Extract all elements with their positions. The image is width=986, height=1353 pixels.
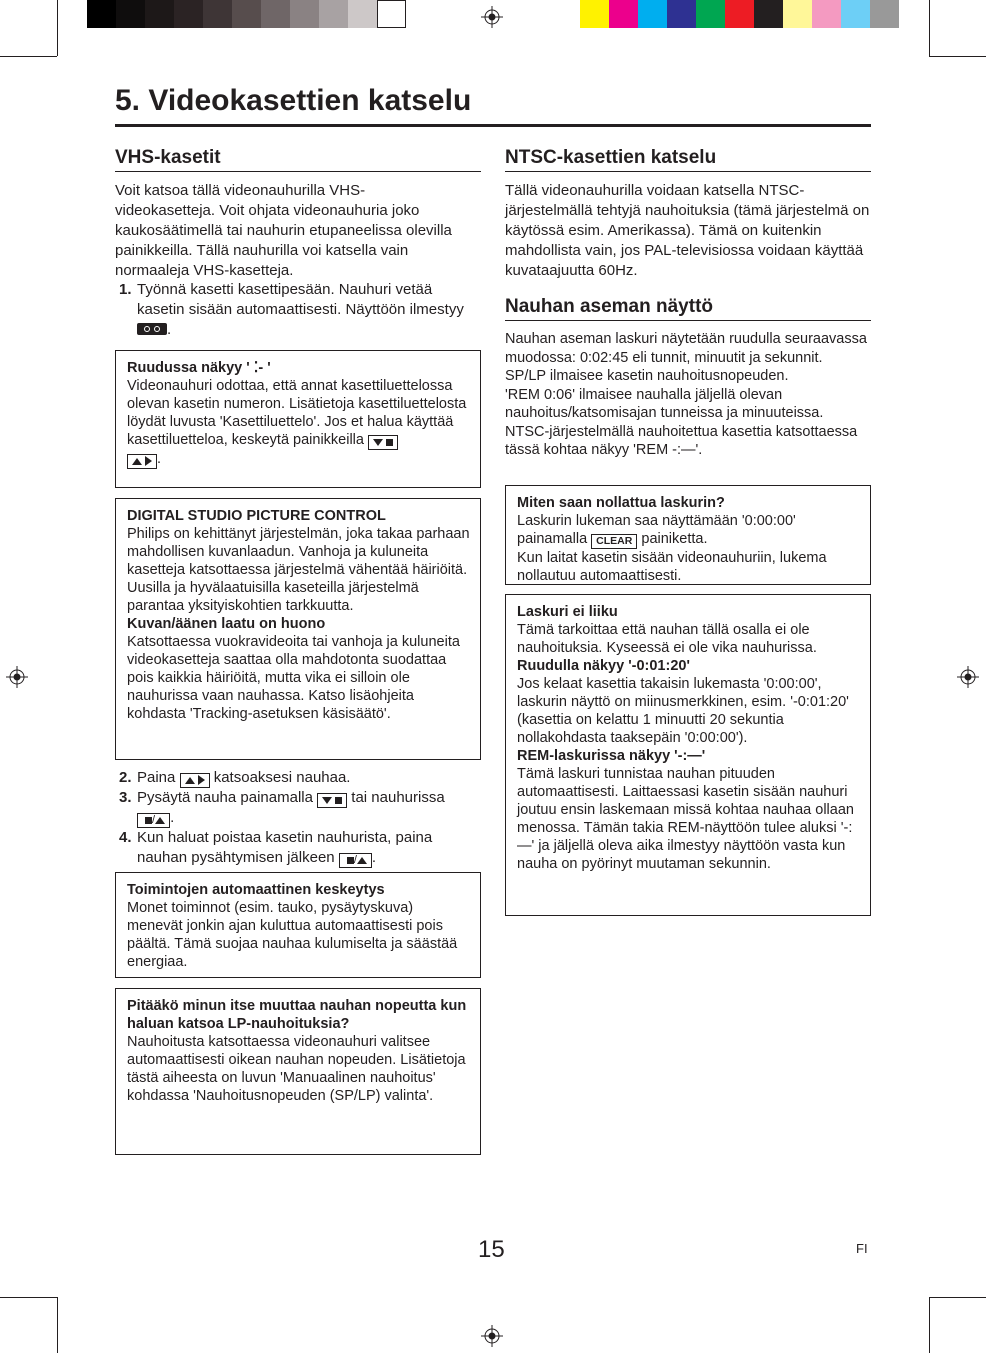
calibration-swatch bbox=[754, 0, 783, 28]
step-number: 2. bbox=[119, 769, 132, 786]
crop-mark bbox=[929, 0, 930, 56]
step-text: Työnnä kasetti kasettipesään. Nauhuri vetää kasetin sisään automaattisesti. Näyttöön ilmestyy bbox=[137, 281, 464, 318]
language-code: FI bbox=[856, 1241, 868, 1256]
box-subheading: Ruudulla näkyy '-0:01:20' bbox=[517, 658, 690, 674]
box-text: Jos kelaat kasettia takaisin lukemasta '0:00:00', laskurin näyttö on miinusmerkkinen, esim. '-0:01:20' (kasettia on kelattu 1 minuutti 20 sekuntia nollakohdasta taaksepäin '0:00:00'). bbox=[517, 676, 849, 746]
up-icon bbox=[185, 777, 195, 784]
registration-mark-icon bbox=[6, 666, 28, 688]
info-box-lp-speed bbox=[115, 988, 481, 1155]
list-item: 3. Pysäytä nauha painamalla tai nauhurissa / . bbox=[119, 789, 445, 826]
cassette-icon bbox=[137, 323, 167, 335]
registration-mark-icon bbox=[481, 6, 503, 28]
step-number: 3. bbox=[119, 789, 132, 806]
list-item: 1. Työnnä kasetti kasettipesään. Nauhuri vetää kasetin sisään automaattisesti. Näyttöön ilmestyy . bbox=[119, 281, 464, 338]
crop-mark bbox=[57, 1297, 58, 1353]
box-heading: DIGITAL STUDIO PICTURE CONTROL bbox=[127, 508, 386, 524]
registration-mark-icon bbox=[481, 1325, 503, 1347]
paragraph: 'REM 0:06' ilmaisee nauhalla jäljellä olevan nauhoitus/katsomisajan tunneissa ja minuuteissa. bbox=[505, 386, 824, 421]
box-text: painiketta. bbox=[641, 531, 708, 547]
stop-icon bbox=[335, 797, 342, 804]
calibration-swatch bbox=[145, 0, 174, 28]
vhs-step-list-2 bbox=[115, 768, 475, 868]
clear-button[interactable]: CLEAR bbox=[591, 534, 637, 549]
calibration-swatch bbox=[377, 0, 406, 28]
info-box-auto-stop bbox=[115, 872, 481, 978]
section-rule bbox=[505, 320, 871, 321]
up-icon bbox=[132, 458, 142, 465]
paragraph: NTSC-järjestelmällä nauhoitettua kasettia katsottaessa tässä kohtaa näkyy 'REM -:—'. bbox=[505, 423, 858, 458]
calibration-swatch bbox=[116, 0, 145, 28]
stop-icon bbox=[145, 817, 152, 824]
vhs-step-list-1 bbox=[115, 280, 475, 340]
calibration-swatch bbox=[290, 0, 319, 28]
info-box-dspc bbox=[115, 498, 481, 760]
box-text: Katsottaessa vuokravideoita tai vanhoja ja kuluneita videokasetteja saattaa olla mahdotonta suodattaa pois kaikkia häiriöitä, mutta vika ei silloin ole nauhurissa vaan nauhassa. Katso lisäohjeita kohdasta 'Tracking-asetuksen käsisäätö'. bbox=[127, 634, 460, 722]
box-heading: Miten saan nollattua laskurin? bbox=[517, 495, 725, 511]
stop-icon bbox=[347, 857, 354, 864]
calibration-swatch bbox=[87, 0, 116, 28]
step-text: katsoaksesi nauhaa. bbox=[213, 769, 351, 786]
calibration-swatch bbox=[261, 0, 290, 28]
section-heading-tape-position: Nauhan aseman näyttö bbox=[505, 296, 713, 317]
page-title: 5. Videokasettien katselu bbox=[115, 84, 472, 117]
eject-icon bbox=[357, 857, 367, 864]
calibration-swatch bbox=[348, 0, 377, 28]
box-heading: Ruudussa näkyy ' ⁚- ' bbox=[127, 360, 271, 376]
section-heading-ntsc: NTSC-kasettien katselu bbox=[505, 147, 717, 168]
play-icon bbox=[145, 456, 152, 466]
paragraph: Nauhan aseman laskuri näytetään ruudulla seuraavassa muodossa: 0:02:45 eli tunnit, minuutit ja sekunnit. bbox=[505, 331, 867, 366]
play-icon bbox=[198, 775, 205, 785]
calibration-swatch bbox=[232, 0, 261, 28]
calibration-swatch bbox=[725, 0, 754, 28]
box-text: Monet toiminnot (esim. tauko, pysäytyskuva) menevät jonkin ajan kuluttua automaattisesti pois päältä. Tämä suojaa nauhaa kulumiselta ja säästää energiaa. bbox=[127, 900, 458, 970]
calibration-swatch bbox=[580, 0, 609, 28]
stop-icon bbox=[386, 439, 393, 446]
calibration-swatch bbox=[812, 0, 841, 28]
box-subheading: Kuvan/äänen laatu on huono bbox=[127, 616, 326, 632]
box-text: Philips on kehittänyt järjestelmän, joka takaa parhaan mahdollisen kuvanlaadun. Vanhoja ja kuluneita kasetteja katsottaessa järjestelmä vähentää häiriöitä. Uusilla ja hyvälaatuisilla kaseteilla järjestelmä parantaa yksityiskohtien tarkkuutta. bbox=[127, 526, 470, 614]
calibration-swatch bbox=[609, 0, 638, 28]
box-heading: Laskuri ei liiku bbox=[517, 604, 618, 620]
calibration-swatch bbox=[203, 0, 232, 28]
list-item bbox=[115, 768, 475, 788]
title-rule bbox=[115, 124, 871, 127]
crop-mark bbox=[57, 0, 58, 56]
stop-eject-button[interactable]: / bbox=[137, 813, 170, 828]
box-text: Videonauhuri odottaa, että annat kasettiluettelossa olevan kasetin numeron. Lisätietoja kasettiluettelosta löydät luvusta 'Kasettiluettelo'. Jos et halua käyttää kasettiluetteloa, keskeytä painikkeilla bbox=[127, 378, 467, 448]
stop-eject-button[interactable]: / bbox=[339, 853, 372, 868]
paragraph: SP/LP ilmaisee kasetin nauhoitusnopeuden. bbox=[505, 368, 789, 384]
box-text: Kun laitat kasetin sisään videonauhuriin, lukema nollautuu automaattisesti. bbox=[517, 550, 827, 584]
box-heading: Toimintojen automaattinen keskeytys bbox=[127, 882, 385, 898]
eject-icon bbox=[155, 817, 165, 824]
info-box-counter-not-moving bbox=[505, 594, 871, 916]
step-text: Kun haluat poistaa kasetin nauhurista, paina nauhan pysähtymisen jälkeen bbox=[137, 829, 433, 866]
info-box-reset-counter bbox=[505, 485, 871, 585]
list-item: 4. Kun haluat poistaa kasetin nauhurista, paina nauhan pysähtymisen jälkeen / . bbox=[119, 829, 433, 866]
play-up-button[interactable] bbox=[180, 773, 210, 788]
stop-down-button[interactable] bbox=[317, 793, 347, 808]
calibration-swatch bbox=[638, 0, 667, 28]
section-rule bbox=[115, 171, 481, 172]
crop-mark bbox=[929, 1297, 930, 1353]
step-text: Pysäytä nauha painamalla bbox=[137, 789, 313, 806]
down-icon bbox=[373, 439, 383, 446]
box-subheading: REM-laskurissa näkyy '-:—' bbox=[517, 748, 706, 764]
calibration-swatch bbox=[696, 0, 725, 28]
box-text: Tämä laskuri tunnistaa nauhan pituuden automaattisesti. Laittaessasi kasetin sisään nauhuri joutuu ensin laskemaan missä kohtaa nauhaa ollaan menossa. Tämän takia REM-näyttöön tulee aluksi '-:—' ja jäljellä oleva aika ilmestyy näyttöön vasta kun nauha on pyörinyt muutaman sekunnin. bbox=[517, 766, 854, 872]
vhs-intro: Voit katsoa tällä videonauhurilla VHS-videokasetteja. Voit ohjata videonauhuria joko kaukosäätimellä tai nauhurin etupaneelissa olevilla painikkeilla. Tällä nauhurilla voi katsella vain normaaleja VHS-kasetteja. bbox=[115, 182, 452, 279]
crop-mark bbox=[929, 1297, 986, 1298]
stop-down-button[interactable] bbox=[368, 435, 398, 450]
step-number: 4. bbox=[119, 829, 132, 846]
calibration-swatch bbox=[667, 0, 696, 28]
box-text: Nauhoitusta katsottaessa videonauhuri valitsee automaattisesti oikean nauhan nopeuden. Lisätietoja tästä aiheesta on luvun 'Manuaalinen nauhoitus' kohdassa 'Nauhoitusnopeuden (SP/LP) valinta'. bbox=[127, 1034, 466, 1104]
section-heading-vhs: VHS-kasetit bbox=[115, 147, 221, 168]
play-up-button[interactable] bbox=[127, 454, 157, 469]
calibration-swatch bbox=[174, 0, 203, 28]
calibration-swatch bbox=[783, 0, 812, 28]
info-box-cassette-list: Ruudussa näkyy ' ⁚- ' Videonauhuri odottaa, että annat kasettiluettelossa olevan kasetin numeron. Lisätietoja kasettiluettelosta löydät luvusta 'Kasettiluettelo'. Jos et halua käyttää kasettiluetteloa, keskeytä painikkeilla . bbox=[115, 350, 481, 488]
section-rule bbox=[505, 171, 871, 172]
calibration-swatch bbox=[841, 0, 870, 28]
crop-mark bbox=[929, 56, 986, 57]
crop-mark bbox=[0, 1297, 57, 1298]
step-number: 1. bbox=[119, 281, 132, 298]
ntsc-text: Tällä videonauhurilla voidaan katsella NTSC-järjestelmällä tehtyjä nauhoituksia (tämä järjestelmä on käytössä esim. Amerikassa). Tämä on kuitenkin mahdollista vain, jos PAL-televisiossa voidaan käyttää kuvataajuutta 60Hz. bbox=[505, 182, 870, 279]
crop-mark bbox=[0, 56, 57, 57]
down-icon bbox=[322, 797, 332, 804]
box-heading: Pitääkö minun itse muuttaa nauhan nopeutta kun haluan katsoa LP-nauhoituksia? bbox=[127, 998, 467, 1032]
calibration-swatch bbox=[870, 0, 899, 28]
page-number: 15 bbox=[478, 1236, 505, 1263]
step-text: tai nauhurissa bbox=[351, 789, 445, 806]
calibration-swatch bbox=[319, 0, 348, 28]
box-text: Laskurin lukeman saa näyttämään '0:00:00' painamalla bbox=[517, 513, 796, 547]
step-text: Paina bbox=[137, 769, 176, 786]
box-text: Tämä tarkoittaa että nauhan tällä osalla ei ole nauhoituksia. Kyseessä ei ole vika nauhurissa. bbox=[517, 622, 817, 656]
registration-mark-icon bbox=[957, 666, 979, 688]
tape-position-text bbox=[505, 330, 873, 460]
